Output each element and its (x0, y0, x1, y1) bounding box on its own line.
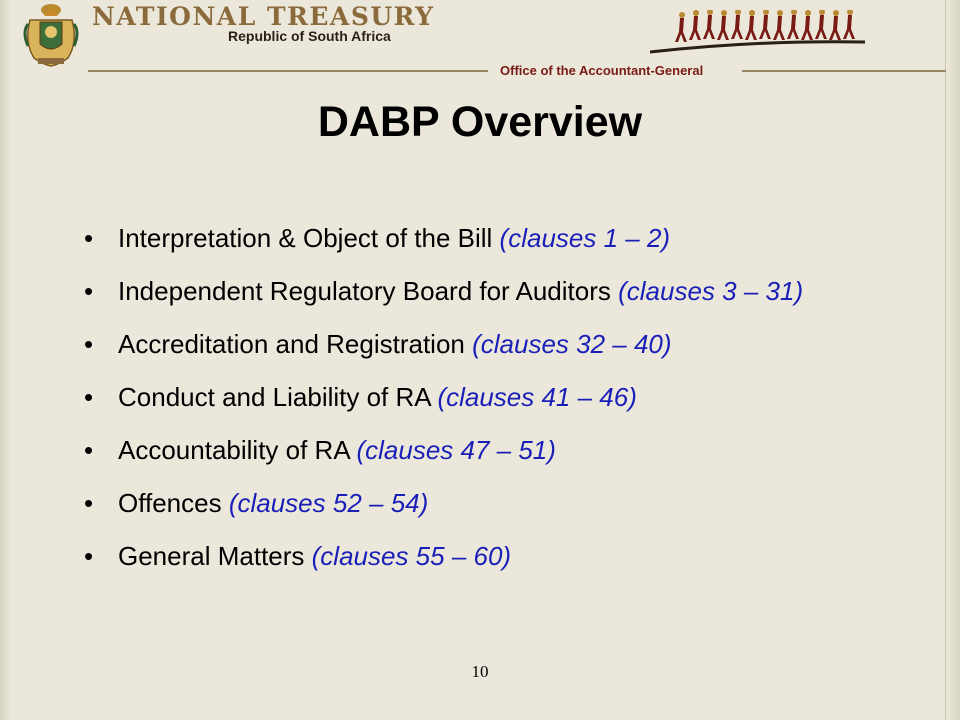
bullet-icon: • (84, 276, 94, 306)
office-label: Office of the Accountant-General (500, 63, 704, 78)
item-clause: (clauses 55 – 60) (311, 541, 512, 571)
figures-icon (650, 10, 870, 55)
item-text: Interpretation & Object of the Bill (118, 223, 493, 253)
bullet-list (80, 218, 870, 589)
item-text: Conduct and Liability of RA (118, 382, 431, 412)
header-divider-left (88, 70, 488, 72)
item-clause: (clauses 1 – 2) (499, 223, 671, 253)
coat-of-arms-icon (20, 2, 82, 68)
item-clause: (clauses 32 – 40) (472, 329, 672, 359)
list-item (80, 271, 870, 312)
item-text: General Matters (118, 541, 305, 571)
item-clause: (clauses 41 – 46) (437, 382, 637, 412)
list-item (80, 483, 870, 524)
list-item (80, 430, 870, 471)
bullet-icon: • (84, 329, 94, 359)
item-clause: (clauses 52 – 54) (228, 488, 429, 518)
bullet-icon: • (84, 382, 94, 412)
list-item (80, 324, 870, 365)
bullet-icon: • (84, 488, 94, 518)
page-number: 10 (471, 662, 489, 681)
org-subtitle: Republic of South Africa (228, 28, 391, 44)
bullet-icon: • (84, 435, 94, 465)
list-item (80, 377, 870, 418)
org-name: NATIONAL TREASURY (92, 2, 435, 31)
item-text: Offences (118, 488, 222, 518)
item-text: Accreditation and Registration (118, 329, 465, 359)
slide-title: DABP Overview (317, 98, 643, 146)
header-divider-right (742, 70, 946, 72)
list-item (80, 536, 870, 577)
list-item (80, 218, 870, 259)
item-clause: (clauses 47 – 51) (356, 435, 556, 465)
item-text: Independent Regulatory Board for Auditors (118, 276, 611, 306)
item-clause: (clauses 3 – 31) (618, 276, 804, 306)
bullet-icon: • (84, 541, 94, 571)
bullet-icon: • (84, 223, 94, 253)
item-text: Accountability of RA (118, 435, 350, 465)
